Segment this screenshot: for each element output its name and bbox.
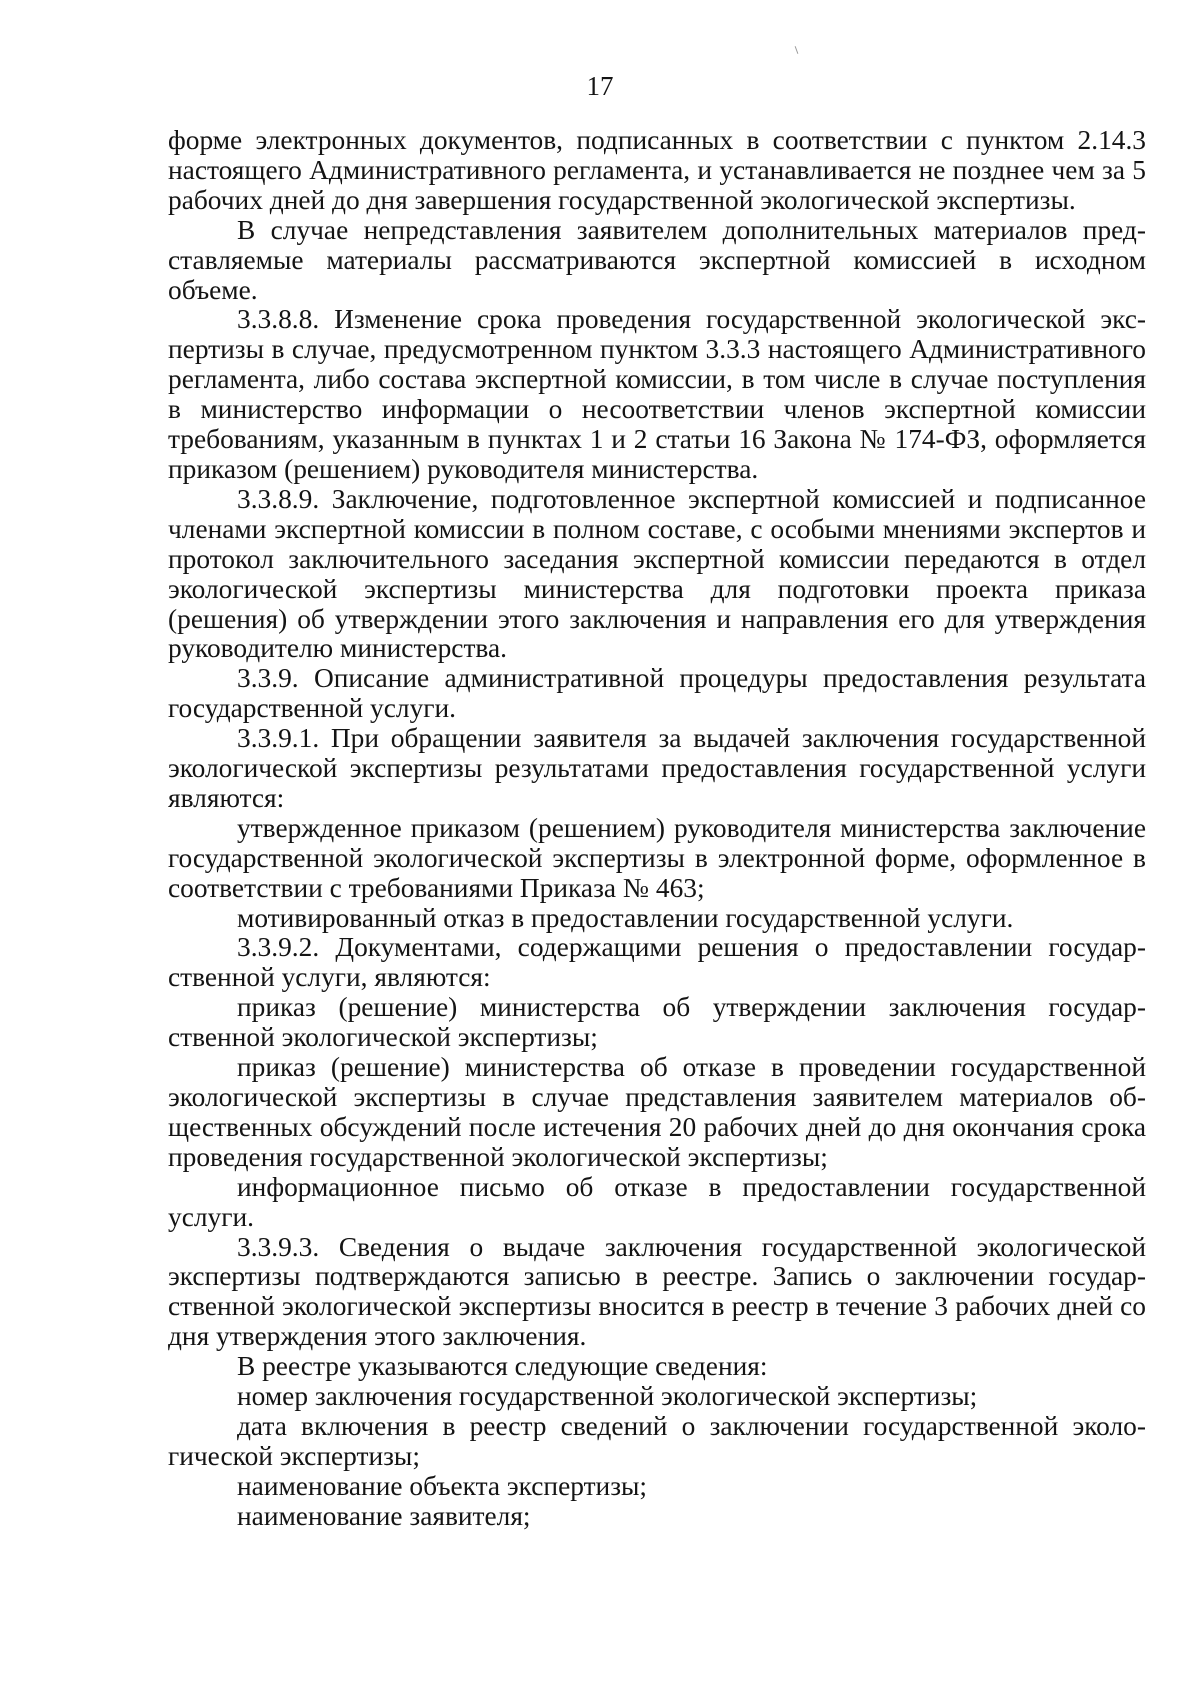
paragraph-continuation: форме электронных документов, подписанных в соответствии с пунктом 2.14.3 настоящего Административного регламента, и устанавливается не позднее чем за 5 рабочих дней до дня завершения государственной экологической экспертизы. [168, 125, 1146, 215]
list-item-order-approval: приказ (решение) министерства об утверждении заключения государственной экологической экспертизы; [168, 992, 1146, 1053]
list-item-reasoned-refusal: мотивированный отказ в предоставлении государственной услуги. [237, 902, 1014, 933]
list-item-conclusion-number: номер заключения государственной экологической экспертизы; [237, 1381, 978, 1412]
paragraph-registry-intro: В реестре указываются следующие сведения: [237, 1351, 768, 1382]
paragraph-3-3-9: 3.3.9. Описание административной процедуры предоставления результата государственной услуги. [168, 663, 1146, 724]
paragraph-3-3-9-2: 3.3.9.2. Документами, содержащими решения о предоставлении государственной услуги, являются: [168, 932, 1146, 993]
scan-artifact-mark [795, 46, 799, 54]
paragraph-no-additional-materials: В случае непредставления заявителем дополнительных материалов представляемые материалы рассматриваются экспертной комиссией в исходном объеме. [168, 214, 1146, 305]
paragraph-3-3-9-3: 3.3.9.3. Сведения о выдаче заключения государственной экологической экспертизы подтверждаются записью в реестре. Запись о заключении государственной экологической экспертизы вносится в реестр в течение 3 рабочих дней со дня утверждения этого заключения. [168, 1231, 1146, 1352]
paragraph-3-3-9-1: 3.3.9.1. При обращении заявителя за выдачей заключения государственной экологической экспертизы результатами предоставления государственной услуги являются: [168, 723, 1146, 813]
document-body [168, 126, 1146, 1532]
list-item-inclusion-date: дата включения в реестр сведений о заключении государственной экологической экспертизы; [168, 1410, 1146, 1471]
list-item-applicant-name: наименование заявителя; [237, 1500, 531, 1531]
paragraph-3-3-8-8: 3.3.8.8. Изменение срока проведения государственной экологической экспертизы в случае, предусмотренном пунктом 3.3.3 настоящего Административного регламента, либо состава экспертной комиссии, в том числе в случае поступления в министерство информации о несоответствии членов экспертной комиссии требованиям, указанным в пунктах 1 и 2 статьи 16 Закона № 174-ФЗ, оформляется приказом (решением) руководителя министерства. [168, 304, 1146, 484]
list-item-approved-conclusion: утвержденное приказом (решением) руководителя министерства заключение государственной экологической экспертизы в электронной форме, оформленное в соответствии с требованиями Приказа № 463; [168, 812, 1146, 903]
list-item-object-name: наименование объекта экспертизы; [237, 1470, 648, 1501]
page-number: 17 [586, 71, 614, 101]
list-item-order-refusal: приказ (решение) министерства об отказе в проведении государственной экологической экспертизы в случае представления заявителем материалов общественных обсуждений после истечения 20 рабочих дней до дня окончания срока проведения государственной экологической экспертизы; [168, 1052, 1146, 1172]
list-item-information-letter: информационное письмо об отказе в предоставлении государственной услуги. [168, 1171, 1146, 1232]
paragraph-3-3-8-9: 3.3.8.9. Заключение, подготовленное экспертной комиссией и подписанное членами экспертной комиссии в полном составе, с особыми мнениями экспертов и протокол заключительного заседания экспертной комиссии передаются в отдел экологической экспертизы министерства для подготовки проекта приказа (решения) об утверждении этого заключения и направления его для утверждения руководителю министерства. [168, 483, 1146, 664]
